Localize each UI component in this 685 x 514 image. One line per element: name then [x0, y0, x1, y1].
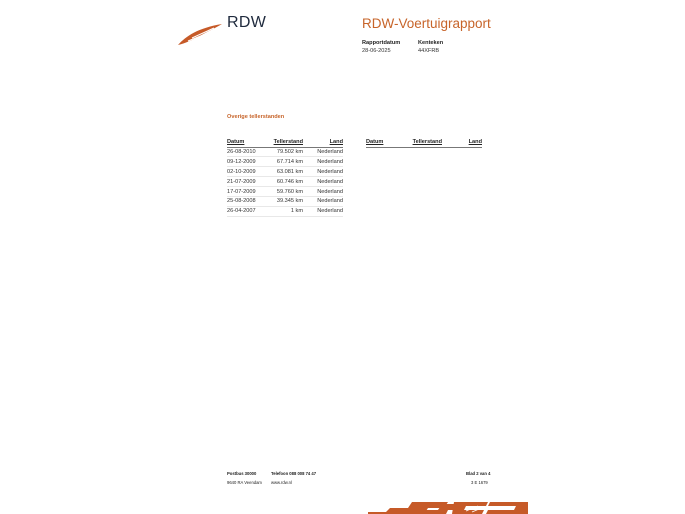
report-meta: [362, 40, 474, 54]
column-header-country: Land: [303, 138, 343, 147]
column-header-country: Land: [442, 138, 482, 147]
table-row: [227, 187, 343, 197]
report-title: RDW-Voertuigrapport: [362, 16, 491, 31]
cell-country: Nederland: [303, 177, 343, 187]
cell-date: 17-07-2009: [227, 187, 271, 197]
rdw-stripes-graphic: [368, 500, 528, 514]
cell-date: 26-08-2010: [227, 147, 271, 157]
column-header-odometer: Tellerstand: [271, 138, 303, 147]
section-heading: Overige tellerstanden: [227, 114, 285, 120]
report-date-value: 28-06-2025: [362, 48, 391, 54]
cell-country: Nederland: [303, 196, 343, 206]
cell-date: 21-07-2009: [227, 177, 271, 187]
column-header-odometer: Tellerstand: [410, 138, 442, 147]
footer-phone: Telefoon 088 008 74 47: [271, 471, 317, 476]
rdw-logo-icon: [178, 22, 222, 46]
table-row: [227, 147, 343, 157]
brand-name: RDW: [227, 14, 267, 31]
cell-odometer: 63.081 km: [271, 167, 303, 177]
cell-country: Nederland: [303, 157, 343, 167]
cell-country: Nederland: [303, 187, 343, 197]
footer-code: 3 E 1679: [471, 480, 488, 485]
cell-date: 09-12-2009: [227, 157, 271, 167]
footer-website[interactable]: [271, 480, 292, 485]
cell-odometer: 39.345 km: [271, 196, 303, 206]
cell-odometer: 79.502 km: [271, 147, 303, 157]
footer-page-number: Blad 2 van 4: [466, 471, 491, 476]
cell-country: Nederland: [303, 147, 343, 157]
report-date-label: Rapportdatum: [362, 40, 401, 46]
cell-country: Nederland: [303, 206, 343, 216]
table-header-row: [227, 138, 343, 147]
cell-date: 02-10-2009: [227, 167, 271, 177]
table-row: [227, 206, 343, 216]
plate-value: 44XFRB: [418, 48, 440, 54]
cell-country: Nederland: [303, 167, 343, 177]
footer-postbus: Postbus 30000: [227, 471, 257, 476]
column-header-date: Datum: [366, 138, 410, 147]
table-row: [227, 167, 343, 177]
cell-odometer: 67.714 km: [271, 157, 303, 167]
table-row: [227, 177, 343, 187]
website-link[interactable]: www.rdw.nl: [271, 480, 292, 485]
footer-address: 9640 RA Veendam: [227, 480, 262, 485]
cell-odometer: 59.760 km: [271, 187, 303, 197]
column-header-date: Datum: [227, 138, 271, 147]
cell-odometer: 1 km: [271, 206, 303, 216]
cell-odometer: 60.746 km: [271, 177, 303, 187]
plate-label: Kenteken: [418, 40, 444, 46]
table-row: [227, 196, 343, 206]
odometer-table: [227, 138, 343, 217]
odometer-table-continued: [366, 138, 482, 148]
table-header-row: [366, 138, 482, 147]
cell-date: 26-04-2007: [227, 206, 271, 216]
cell-date: 25-08-2008: [227, 196, 271, 206]
table-row: [227, 157, 343, 167]
